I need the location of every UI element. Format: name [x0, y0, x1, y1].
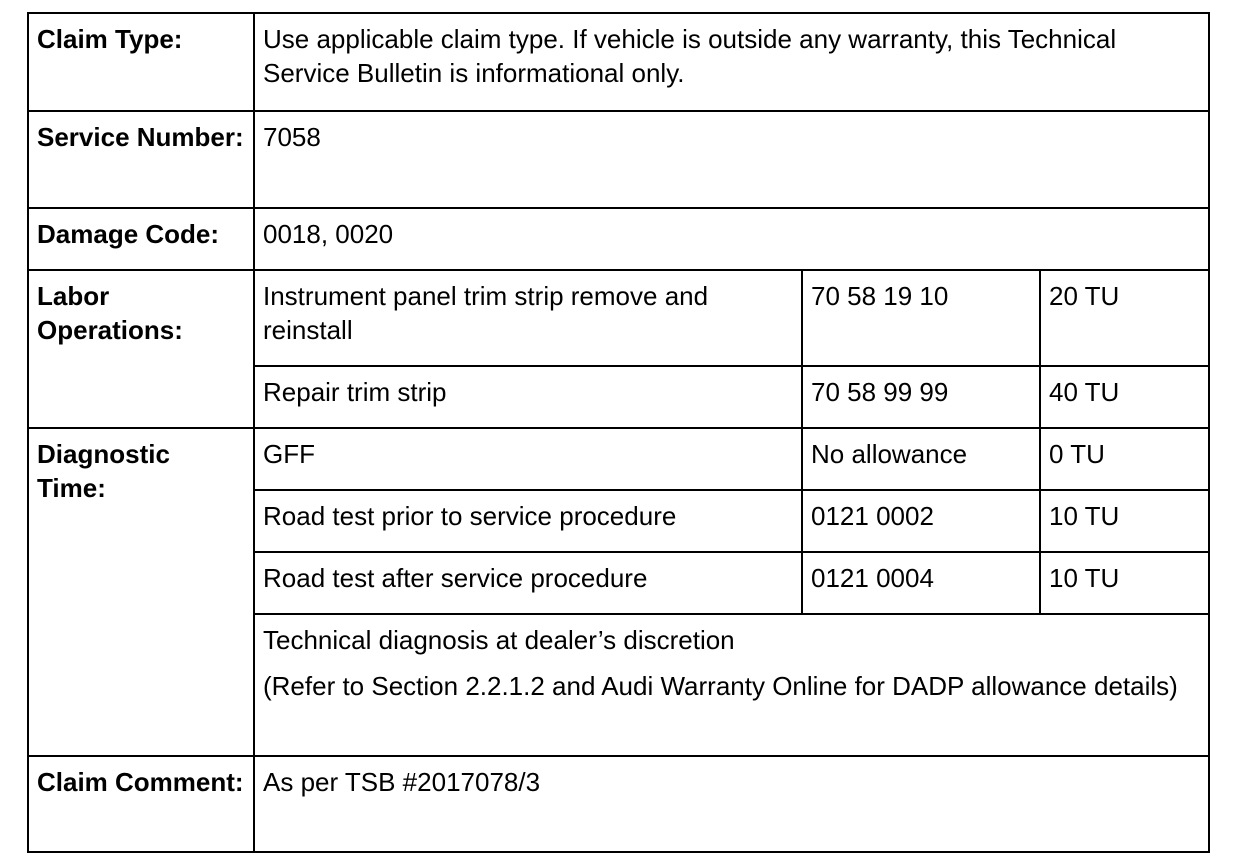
service-number-value: 7058	[254, 111, 1209, 208]
labor-operations-label: Labor Operations:	[28, 270, 254, 428]
damage-code-row	[28, 208, 1209, 270]
diagnostic-code: 0121 0004	[802, 552, 1040, 614]
diagnostic-note-line1: Technical diagnosis at dealer’s discretion	[263, 625, 735, 655]
service-number-label: Service Number:	[28, 111, 254, 208]
diagnostic-description: Road test after service procedure	[254, 552, 802, 614]
diagnostic-description: GFF	[254, 428, 802, 490]
service-number-row	[28, 111, 1209, 208]
claim-comment-value: As per TSB #2017078/3	[254, 756, 1209, 852]
claim-type-value: Use applicable claim type. If vehicle is outside any warranty, this Technical Service Bulletin is informational only.	[254, 13, 1209, 111]
labor-op-description: Instrument panel trim strip remove and reinstall	[254, 270, 802, 366]
claim-comment-row	[28, 756, 1209, 852]
claim-comment-label: Claim Comment:	[28, 756, 254, 852]
diagnostic-time: 10 TU	[1040, 490, 1209, 552]
diagnostic-description: Road test prior to service procedure	[254, 490, 802, 552]
diagnostic-note	[254, 614, 1209, 756]
diagnostic-time: 0 TU	[1040, 428, 1209, 490]
labor-op-time: 40 TU	[1040, 366, 1209, 428]
claim-type-row	[28, 13, 1209, 111]
diagnostic-time-label: Diagnostic Time:	[28, 428, 254, 756]
diagnostic-note-line2: (Refer to Section 2.2.1.2 and Audi Warranty Online for DADP allowance details)	[263, 671, 1178, 701]
claim-type-label: Claim Type:	[28, 13, 254, 111]
diagnostic-code: 0121 0002	[802, 490, 1040, 552]
damage-code-value: 0018, 0020	[254, 208, 1209, 270]
labor-op-code: 70 58 99 99	[802, 366, 1040, 428]
warranty-claim-table	[27, 12, 1210, 853]
diagnostic-time: 10 TU	[1040, 552, 1209, 614]
labor-op-code: 70 58 19 10	[802, 270, 1040, 366]
diagnostic-row	[28, 428, 1209, 490]
damage-code-label: Damage Code:	[28, 208, 254, 270]
labor-op-time: 20 TU	[1040, 270, 1209, 366]
diagnostic-code: No allowance	[802, 428, 1040, 490]
labor-op-description: Repair trim strip	[254, 366, 802, 428]
labor-operation-row	[28, 270, 1209, 366]
